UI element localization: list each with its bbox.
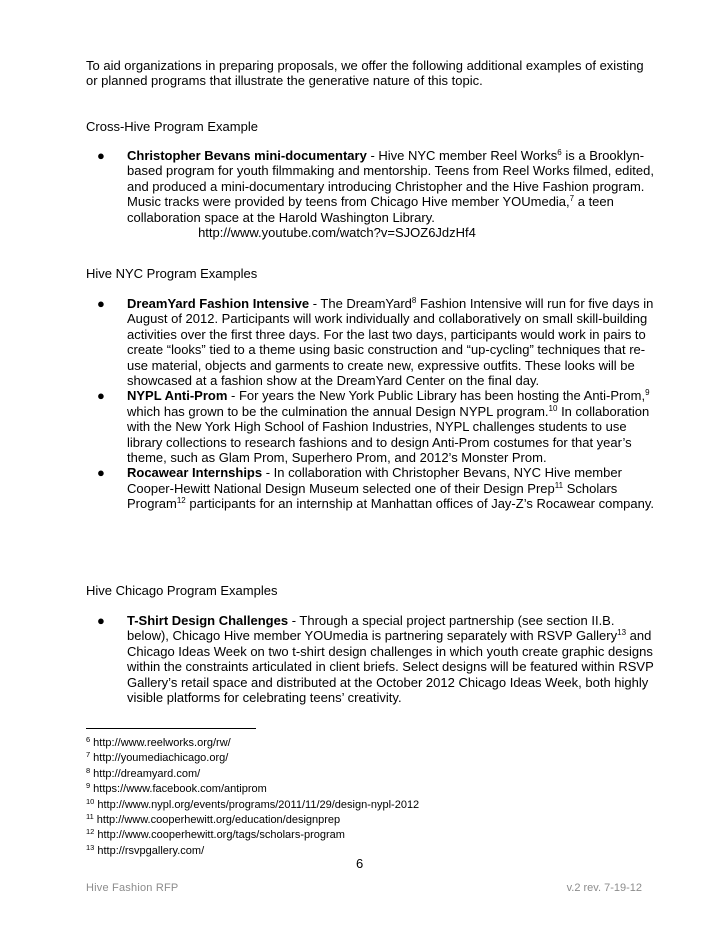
footnote-ref: 9 <box>645 388 650 398</box>
list-item <box>97 613 657 705</box>
footnote-link[interactable]: https://www.facebook.com/antiprom <box>93 783 267 796</box>
footer-title: Hive Fashion RFP <box>86 882 179 894</box>
footnote-ref: 6 <box>557 148 562 157</box>
item-text: In collaboration with the New York High School of Fashion Industries, NYPL challenges students to use library collections to research fashions and to design Anti-Prom costumes for that year’s theme, such as Glam Prom, Superhero Prom, and 2012’s Monster Prom. <box>127 403 650 466</box>
item-text: and Chicago Ideas Week on two t-shirt design challenges in which youth create graphic designs within the constraints articulated in client briefs. Select designs will be featured within RSVP Gallery’s retail space and distributed at the October 2012 Chicago Ideas Week, both highly visible platforms for celebrating teens’ creativity. <box>127 628 654 706</box>
bullet-icon: ● <box>97 296 105 311</box>
footnote-ref: 10 <box>548 403 558 413</box>
footnote-item <box>86 782 646 797</box>
item-title: Rocawear Internships <box>127 465 263 481</box>
footnote-link[interactable]: http://www.nypl.org/events/programs/2011/11/29/design-nypl-2012 <box>97 798 420 811</box>
item-title: T-Shirt Design Challenges <box>127 613 289 628</box>
intro-paragraph: To aid organizations in preparing proposals, we offer the following additional examples of existing or planned programs that illustrate the generative nature of this topic. <box>86 58 644 89</box>
section-heading-cross-hive: Cross-Hive Program Example <box>86 119 258 134</box>
bullet-icon: ● <box>97 388 105 404</box>
bullet-icon: ● <box>97 148 105 163</box>
footnote-item <box>86 751 646 766</box>
item-text: participants for an internship at Manhattan offices of Jay-Z’s Rocawear company. <box>185 496 655 512</box>
page-number: 6 <box>356 856 364 871</box>
item-text: - The DreamYard <box>309 296 412 311</box>
section-heading-hive-nyc: Hive NYC Program Examples <box>86 266 258 281</box>
footnote-ref: 11 <box>554 480 564 490</box>
footer-version: v.2 rev. 7-19-12 <box>566 882 642 894</box>
bullet-icon: ● <box>97 613 105 628</box>
list-item <box>97 148 657 240</box>
item-text: - For years the New York Public Library has been hosting the Anti-Prom, <box>227 388 646 404</box>
footnote-item <box>86 767 646 782</box>
section-heading-hive-chicago: Hive Chicago Program Examples <box>86 583 278 598</box>
footnote-ref: 12 <box>176 496 186 506</box>
footnote-link[interactable]: http://www.cooperhewitt.org/tags/scholars-program <box>97 829 345 842</box>
footnote-link[interactable]: http://dreamyard.com/ <box>93 767 201 780</box>
footnote-item <box>86 813 646 828</box>
item-title: NYPL Anti-Prom <box>127 388 228 404</box>
footnote-ref: 13 <box>617 628 627 638</box>
item-text: is a Brooklyn-based program for youth filmmaking and mentorship. Teens from Reel Works filmed, edited, and produced a mini-documentary introducing Christopher and the Hive Fashion program. Music tracks were provided by teens from Chicago Hive member YOUmedia, <box>127 148 654 210</box>
footnote-number: 13 <box>86 842 95 852</box>
item-text: - Through a special project partnership (see section II.B. below), Chicago Hive member YOUmedia is partnering separately with RSVP Gallery <box>127 613 618 644</box>
footnote-number: 11 <box>86 812 94 822</box>
footnote-item <box>86 736 646 751</box>
footnote-number: 9 <box>86 781 91 791</box>
item-text: a teen collaboration space at the Harold Washington Library. <box>127 194 614 225</box>
footnote-number: 7 <box>86 750 91 760</box>
footnote-number: 12 <box>86 827 95 837</box>
item-text: Fashion Intensive will run for five days in August of 2012. Participants will work individually and collaboratively on small skill-building activities over the first three days. For the last two days, participants would work in pairs to create “looks” tied to a theme using basic construction and “up-cycling” techniques that re-use material, objects and garments to create new, expressive outfits. These looks will be showcased at a fashion show at the DreamYard Center on the final day. <box>127 296 654 389</box>
footnote-ref: 7 <box>569 194 575 204</box>
item-text: - In collaboration with Christopher Bevans, NYC Hive member Cooper-Hewitt National Design Museum selected one of their Design Prep <box>127 465 622 496</box>
bullet-icon: ● <box>97 465 105 481</box>
footnote-link[interactable]: http://rsvpgallery.com/ <box>97 844 205 857</box>
list-item <box>97 465 657 511</box>
footnote-link[interactable]: http://www.reelworks.org/rw/ <box>93 737 231 749</box>
footnote-link[interactable]: http://youmediachicago.org/ <box>93 752 229 765</box>
footnotes-list <box>86 736 646 859</box>
footnote-number: 10 <box>86 796 95 806</box>
footnote-number: 8 <box>86 765 91 775</box>
item-text: - Hive NYC member Reel Works <box>366 148 558 163</box>
bullet-list-hive-chicago <box>97 613 657 705</box>
footnote-item <box>86 844 646 859</box>
video-link[interactable]: http://www.youtube.com/watch?v=SJOZ6JdzHf4 <box>198 225 476 241</box>
footnote-number: 6 <box>86 735 91 744</box>
item-title: Christopher Bevans mini-documentary <box>127 148 367 163</box>
footnote-divider <box>86 728 256 729</box>
footnote-item <box>86 828 646 843</box>
item-text: Scholars Program <box>127 480 618 512</box>
item-title: DreamYard Fashion Intensive <box>127 296 310 311</box>
footnote-item <box>86 798 646 813</box>
footnote-ref: 8 <box>411 296 417 305</box>
item-text: which has grown to be the culmination the annual Design NYPL program. <box>127 403 549 419</box>
bullet-list-hive-nyc <box>97 296 657 512</box>
list-item <box>97 296 657 388</box>
bullet-list-cross-hive <box>97 148 657 240</box>
list-item <box>97 388 657 465</box>
footnote-link[interactable]: http://www.cooperhewitt.org/education/designprep <box>96 814 341 827</box>
